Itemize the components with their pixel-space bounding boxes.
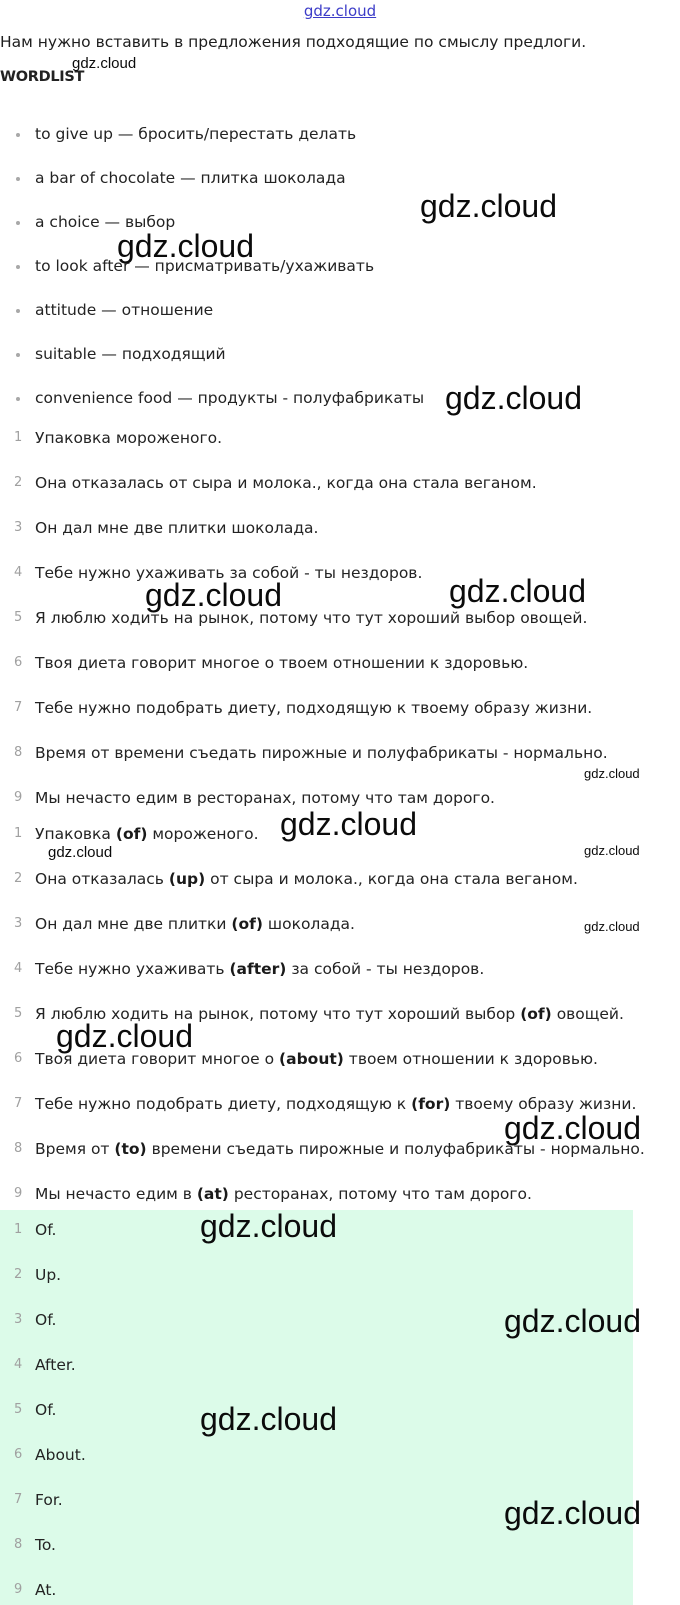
watermark: gdz.cloud [117, 228, 254, 264]
bullet-icon [16, 133, 20, 137]
preposition: (of) [115, 825, 148, 843]
item-text: Я люблю ходить на рынок, потому что тут хороший выбор (of) овощей. [35, 1005, 624, 1023]
item-number: 8 [14, 1141, 23, 1156]
item-text: Он дал мне две плитки (of) шоколада. [35, 915, 355, 933]
item-number: 9 [14, 790, 23, 805]
answer-text: About. [35, 1446, 86, 1464]
item-text: Она отказалась (up) от сыра и молока., когда она стала веганом. [35, 870, 578, 888]
preposition: (after) [229, 960, 287, 978]
item-text: Мы нечасто едим в ресторанах, потому что там дорого. [35, 789, 495, 807]
watermark: gdz.cloud [200, 1208, 337, 1244]
watermark: gdz.cloud [584, 919, 640, 934]
item-text: Упаковка мороженого. [35, 429, 223, 447]
watermark: gdz.cloud [145, 577, 282, 613]
watermark: gdz.cloud [504, 1110, 641, 1146]
item-text: Тебе нужно подобрать диету, подходящую к твоему образу жизни. [35, 699, 593, 717]
item-number: 7 [14, 700, 23, 715]
watermark: gdz.cloud [200, 1401, 337, 1437]
wordlist-title: WORDLIST [0, 69, 85, 85]
watermark: gdz.cloud [504, 1495, 641, 1531]
item-number: 9 [14, 1186, 23, 1201]
answer-text: Of. [35, 1311, 57, 1329]
bullet-icon [16, 309, 20, 313]
item-text: Она отказалась от сыра и молока., когда она стала веганом. [35, 474, 537, 492]
item-text: Я люблю ходить на рынок, потому что тут хороший выбор овощей. [35, 609, 588, 627]
item-text: Твоя диета говорит многое о (about) твоем отношении к здоровью. [35, 1050, 598, 1068]
answer-text: At. [35, 1581, 57, 1599]
item-number: 6 [14, 1051, 23, 1066]
item-number: 5 [14, 1006, 23, 1021]
item-text: Тебе нужно ухаживать за собой - ты нездоров. [35, 564, 423, 582]
item-text: Время от (to) времени съедать пирожные и полуфабрикаты - нормально. [35, 1140, 645, 1158]
answer-text: Up. [35, 1266, 62, 1284]
watermark: gdz.cloud [445, 380, 582, 416]
item-number: 3 [14, 1312, 23, 1327]
watermark: gdz.cloud [420, 188, 557, 224]
item-text: Время от времени съедать пирожные и полуфабрикаты - нормально. [35, 744, 608, 762]
watermark: gdz.cloud [48, 844, 113, 861]
item-number: 8 [14, 1537, 23, 1552]
preposition: (to) [114, 1140, 147, 1158]
preposition: (at) [196, 1185, 229, 1203]
bullet-icon [16, 265, 20, 269]
item-number: 9 [14, 1582, 23, 1597]
watermark: gdz.cloud [72, 55, 137, 72]
item-number: 7 [14, 1096, 23, 1111]
watermark: gdz.cloud [584, 766, 640, 781]
preposition: (for) [411, 1095, 451, 1113]
item-number: 2 [14, 475, 23, 490]
item-number: 8 [14, 745, 23, 760]
item-text: Упаковка (of) мороженого. [35, 825, 259, 843]
bullet-icon [16, 353, 20, 357]
watermark: gdz.cloud [504, 1303, 641, 1339]
item-number: 3 [14, 916, 23, 931]
item-number: 1 [14, 826, 23, 841]
watermark: gdz.cloud [56, 1018, 193, 1054]
item-number: 4 [14, 1357, 23, 1372]
item-number: 6 [14, 655, 23, 670]
answer-text: Of. [35, 1221, 57, 1239]
watermark: gdz.cloud [584, 843, 640, 858]
task-intro: Нам нужно вставить в предложения подходящие по смыслу предлоги. [0, 33, 587, 51]
preposition: (of) [231, 915, 263, 933]
preposition: (about) [279, 1050, 344, 1068]
preposition: (up) [168, 870, 206, 888]
item-number: 4 [14, 961, 23, 976]
item-text: Тебе нужно подобрать диету, подходящую к (for) твоему образу жизни. [35, 1095, 637, 1113]
item-number: 4 [14, 565, 23, 580]
item-number: 1 [14, 1222, 23, 1237]
item-number: 7 [14, 1492, 23, 1507]
preposition: (of) [520, 1005, 552, 1023]
answer-text: For. [35, 1491, 63, 1509]
item-number: 2 [14, 1267, 23, 1282]
item-text: Мы нечасто едим в (at) ресторанах, потому что там дорого. [35, 1185, 532, 1203]
item-number: 2 [14, 871, 23, 886]
watermark: gdz.cloud [280, 806, 417, 842]
answer-text: Of. [35, 1401, 57, 1419]
item-text: Твоя диета говорит многое о твоем отношении к здоровью. [35, 654, 529, 672]
bullet-icon [16, 397, 20, 401]
item-number: 1 [14, 430, 23, 445]
site-link[interactable]: gdz.cloud [303, 2, 377, 20]
item-number: 6 [14, 1447, 23, 1462]
bullet-icon [16, 177, 20, 181]
item-text: Он дал мне две плитки шоколада. [35, 519, 319, 537]
item-number: 5 [14, 610, 23, 625]
item-number: 5 [14, 1402, 23, 1417]
bullet-icon [16, 221, 20, 225]
item-text: Тебе нужно ухаживать (after) за собой - ты нездоров. [35, 960, 485, 978]
watermark: gdz.cloud [449, 573, 586, 609]
item-number: 3 [14, 520, 23, 535]
answer-text: To. [35, 1536, 56, 1554]
answer-text: After. [35, 1356, 76, 1374]
